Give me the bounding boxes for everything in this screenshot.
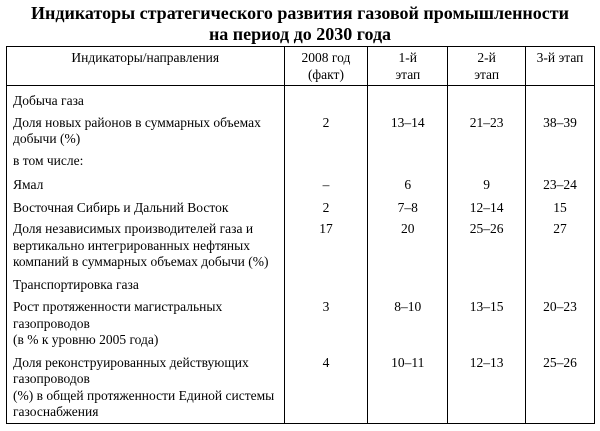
- cell-stage-3: 27: [526, 218, 595, 273]
- cell-2008: 4: [284, 351, 368, 424]
- row-label: Транспортировка газа: [7, 273, 285, 296]
- cell-2008: 2: [284, 112, 368, 150]
- cell-stage-3: 25–26: [526, 351, 595, 424]
- cell-stage-1: 6: [368, 171, 448, 196]
- cell-stage-2: 12–14: [448, 196, 526, 219]
- cell-2008: 2: [284, 196, 368, 219]
- indicators-table: [6, 46, 595, 424]
- table-row: [7, 171, 595, 196]
- cell-stage-1: 20: [368, 218, 448, 273]
- section-row-transport: [7, 273, 595, 296]
- cell-stage-2: 21–23: [448, 112, 526, 150]
- cell-2008: 17: [284, 218, 368, 273]
- header-stage-1: 1-й этап: [368, 47, 448, 86]
- cell-stage-1: 7–8: [368, 196, 448, 219]
- table-row: [7, 196, 595, 219]
- table-title: [0, 3, 600, 45]
- cell-stage-2: 25–26: [448, 218, 526, 273]
- header-2008: 2008 год (факт): [284, 47, 368, 86]
- row-label: в том числе:: [7, 150, 285, 172]
- title-line-1: Индикаторы стратегического развития газовой промышленности: [30, 3, 570, 23]
- table-row: [7, 295, 595, 351]
- cell-stage-2: 12–13: [448, 351, 526, 424]
- table-header-row: [7, 47, 595, 86]
- cell-stage-1: 13–14: [368, 112, 448, 150]
- cell-stage-1: 10–11: [368, 351, 448, 424]
- cell-stage-3: 20–23: [526, 295, 595, 351]
- row-label: Восточная Сибирь и Дальний Восток: [7, 196, 285, 219]
- cell-stage-3: 15: [526, 196, 595, 219]
- cell-stage-2: 13–15: [448, 295, 526, 351]
- table-row: [7, 351, 595, 424]
- cell-stage-3: 23–24: [526, 171, 595, 196]
- cell-stage-3: 38–39: [526, 112, 595, 150]
- row-label: Ямал: [7, 171, 285, 196]
- cell-stage-2: 9: [448, 171, 526, 196]
- header-indicators: Индикаторы/направления: [7, 47, 285, 86]
- cell-stage-1: 8–10: [368, 295, 448, 351]
- header-stage-2: 2-й этап: [448, 47, 526, 86]
- row-label: Доля новых районов в суммарных объемах добычи (%): [7, 112, 285, 150]
- cell-2008: –: [284, 171, 368, 196]
- table-row: [7, 112, 595, 150]
- row-label: Добыча газа: [7, 86, 285, 112]
- table-row: [7, 150, 595, 172]
- section-row-production: [7, 86, 595, 112]
- row-label: Доля реконструированных действующих газопроводов (%) в общей протяженности Единой системы газоснабжения: [7, 351, 285, 424]
- row-label: Доля независимых производителей газа и вертикально интегрированных нефтяных компаний в суммарных объемах добычи (%): [7, 218, 285, 273]
- title-line-2: на период до 2030 года: [208, 24, 392, 44]
- header-stage-3: 3-й этап: [526, 47, 595, 86]
- row-label: Рост протяженности магистральных газопроводов (в % к уровню 2005 года): [7, 295, 285, 351]
- cell-2008: 3: [284, 295, 368, 351]
- table-row: [7, 218, 595, 273]
- document-page: [0, 3, 600, 419]
